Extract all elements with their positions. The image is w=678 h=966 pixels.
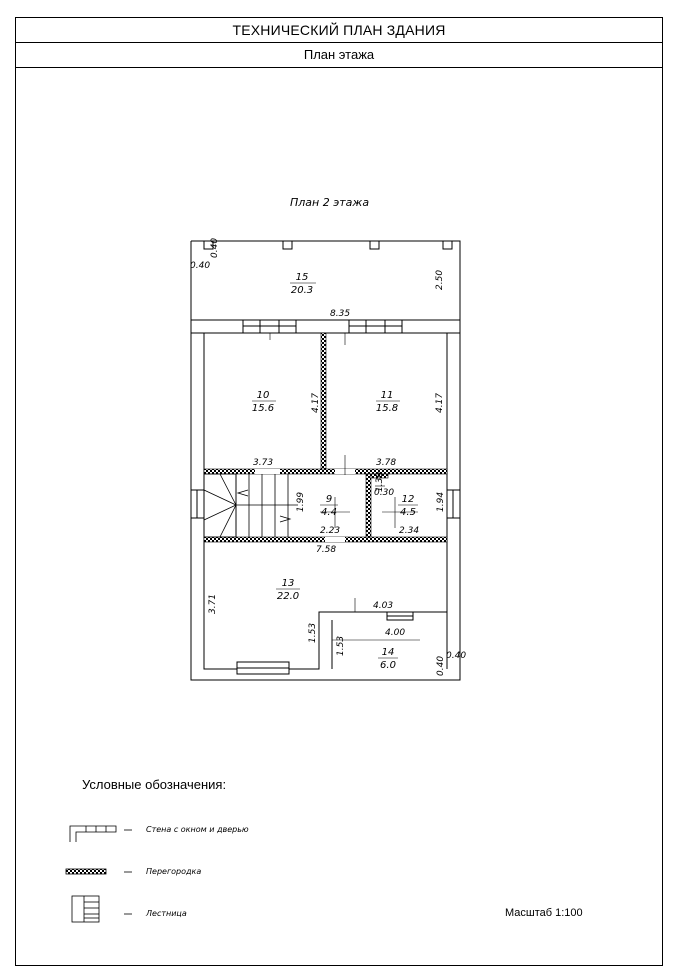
room-12-num: 12 [401,494,415,505]
dim-040-c: 0.40 [436,655,446,676]
room-11-num: 11 [380,390,394,401]
dim-199: 1.99 [296,491,306,512]
room-11-area: 15.8 [375,403,399,414]
dim-153-b: 1.53 [336,635,346,656]
balcony-post [283,241,292,249]
room-14-num: 14 [381,647,395,658]
room-10-area: 15.6 [251,403,275,414]
legend-wall-label: Стена с окном и дверью [146,825,249,834]
dim-130: 1.30 [375,471,385,492]
room-10-num: 10 [256,390,270,401]
partition-9-12 [366,474,371,537]
balcony-post [443,241,452,249]
document-subtitle: План этажа [15,42,663,68]
stair [204,474,298,537]
dim-758: 7.58 [316,545,337,555]
dimension-labels [190,238,466,676]
dim-153-a: 1.53 [308,622,318,643]
legend-partition-symbol [66,869,106,874]
dim-835: 8.35 [330,309,351,319]
room-9-num: 9 [325,494,333,505]
room-12-area: 4.5 [400,507,416,518]
room-13-area: 22.0 [276,591,300,602]
plan-title: План 2 этажа [290,196,370,209]
legend-symbols [66,826,132,922]
dim-373: 3.73 [253,458,274,468]
dim-030: 0.30 [374,488,395,498]
room-15-num: 15 [295,272,309,283]
legend-title: Условные обозначения: [82,777,227,792]
room-9-area: 4.4 [321,507,337,518]
dim-417-b: 4.17 [435,392,445,413]
scale-label: Масштаб 1:100 [505,907,583,919]
document-title: ТЕХНИЧЕСКИЙ ПЛАН ЗДАНИЯ [15,17,663,43]
dim-040-d: 0.40 [446,651,467,661]
balcony-post [370,241,379,249]
dim-400: 4.00 [385,628,406,638]
legend-stair-label: Лестница [146,909,187,918]
dim-250: 2.50 [435,269,445,290]
legend-wall-symbol [70,826,116,842]
dim-417-a: 4.17 [311,392,321,413]
dim-403: 4.03 [373,601,394,611]
room-13-num: 13 [281,578,295,589]
dim-223: 2.23 [320,526,341,536]
dim-234: 2.34 [399,526,420,536]
legend-stair-symbol [72,896,99,922]
dim-371: 3.71 [208,593,218,614]
room-15-area: 20.3 [290,285,314,296]
dim-040-a: 0.40 [210,237,220,258]
dim-194: 1.94 [436,491,446,512]
partition-corridor-top [204,469,447,474]
partition-10-11 [321,333,326,470]
dim-378: 3.78 [376,458,397,468]
room-14-area: 6.0 [380,660,396,671]
dim-040-b: 0.40 [190,261,211,271]
legend-partition-label: Перегородка [146,867,202,876]
